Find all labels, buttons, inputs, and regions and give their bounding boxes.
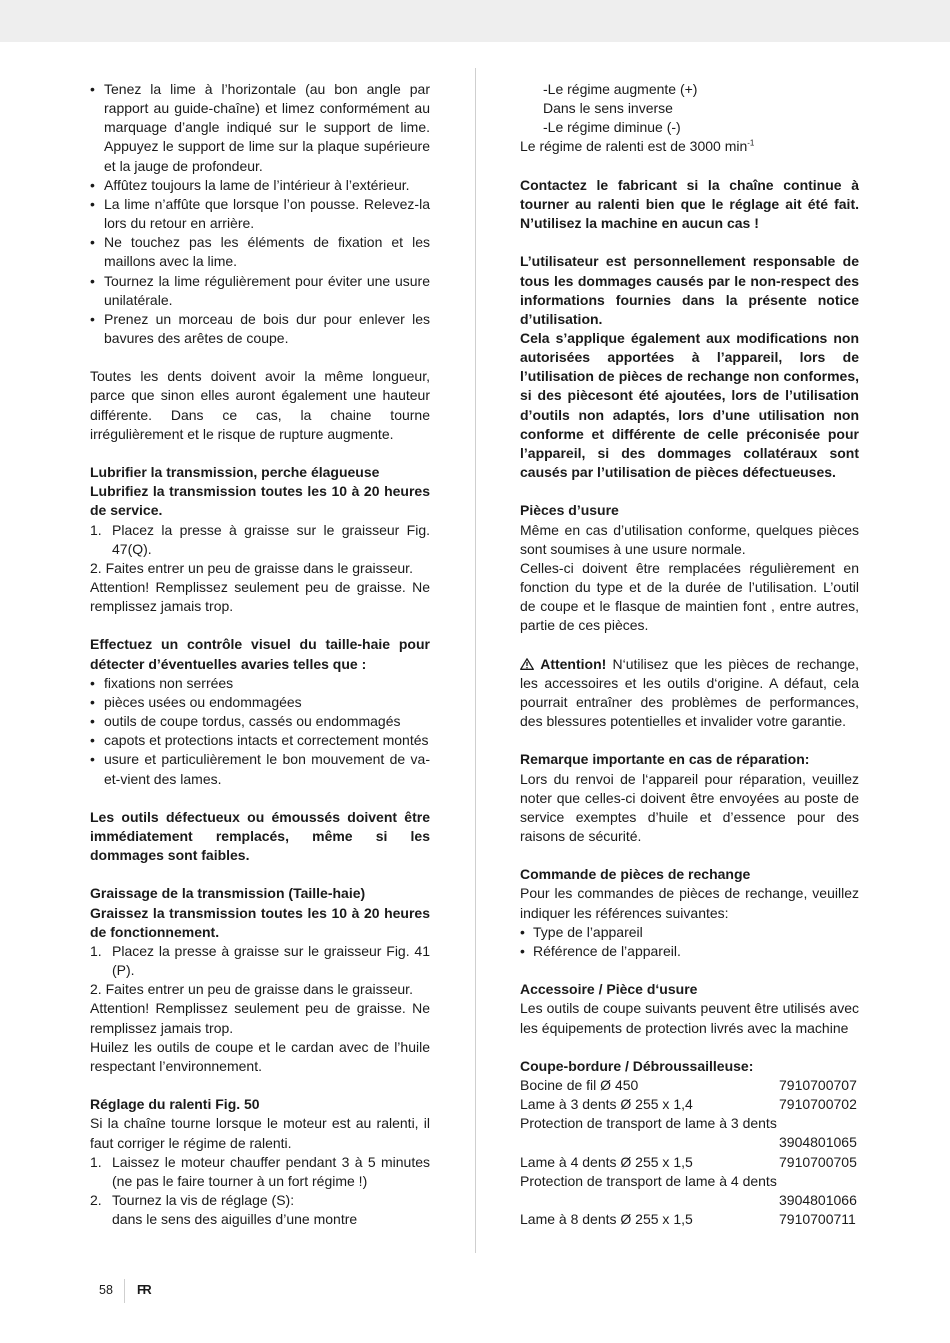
list-item: • pièces usées ou endommagées [90,693,430,712]
step-text: Laissez le moteur chauffer pendant 3 à 5 minutes (ne pas le faire tourner à un fort régime !) [112,1153,430,1189]
step-2: 2. Faites entrer un peu de graisse dans le graisseur. [90,981,413,998]
list-item: • Tournez la lime régulièrement pour éviter une usure unilatérale. [90,272,430,310]
section-heading-order-parts: Commande de pièces de rechange [520,866,751,883]
section-heading-lubricate-pole: Lubrifier la transmission, perche élagueuse [90,464,380,481]
section-heading-accessories: Accessoire / Pièce d‘usure [520,981,698,998]
part-name: Protection de transport de lame à 4 dents [520,1172,777,1189]
attention-notice [520,655,859,732]
step-text: Placez la presse à graisse sur le graisseur Fig. 41 (P). [112,942,430,979]
wear-parts-text: Celles-ci doivent être remplacées régulièrement en fonction du type et de la durée de l’utilisation. L’outil de coupe et le flasque de maintien font , entre autres, partie de ces pièces. [520,559,859,634]
step-text-line: Tournez la vis de réglage (S): [112,1191,295,1208]
teeth-paragraph: Toutes les dents doivent avoir la même longueur, parce que sinon elles auront également une hauteur différente. Dans ce cas, la chaine tourne irrégulièrement et le risque de rupture augmente. [90,368,430,442]
idle-speed-value: Le régime de ralenti est de 3000 $\min^{-1}$ [520,138,755,155]
oil-instruction: Huilez les outils de coupe et le cardan avec de l’huile respectant l’environnement. [90,1038,430,1074]
grease-warning: Attention! Remplissez seulement peu de graisse. Ne remplissez jamais trop. [90,579,430,615]
part-row [520,1210,859,1229]
step-1 [90,942,430,980]
step-2 [90,1191,430,1229]
grease-warning: Attention! Remplissez seulement peu de graisse. Ne remplissez jamais trop. [90,1000,430,1036]
step-number: 1. [90,521,102,538]
contact-manufacturer-notice: Contactez le fabricant si la chaîne continue à tourner au ralenti bien que le réglage ait été fait. N’utilisez la machine en aucun cas ! [520,176,859,232]
reverse-direction: Dans le sens inverse [543,100,673,117]
part-code: 7910700711 [779,1211,856,1228]
grease-interval: Graissez la transmission toutes les 10 à 20 heures de fonctionnement. [90,904,430,940]
column-divider [475,68,476,1253]
list-item: • La lime n’affûte que lorsque l’on pousse. Relevez-la lors du retour en arrière. [90,195,430,233]
responsibility-details: Cela s’applique également aux modifications non autorisées apportées à l’appareil, lors de l’utilisation de pièces de rechange non conformes, si des piècesont été ajoutées, lors de l’utilisation d’outils non adaptés, lors d’une utilisation non conforme et différente de celle préconisée pour l’appareil, si des dommages collatéraux sont causés par l’utilisation de pièces défectueuses. [520,330,859,481]
parts-list-heading: Coupe-bordure / Débroussailleuse: [520,1057,754,1074]
left-column [90,80,430,1229]
list-item: • Type de l’appareil [520,923,859,942]
attention-label: Attention! [540,655,607,672]
list-item: • Ne touchez pas les éléments de fixation et les maillons avec la lime. [90,233,430,271]
page-number: 58 [99,1283,113,1297]
part-code: 7910700702 [779,1096,857,1113]
language-code: FR [137,1283,150,1297]
rpm-increase: -Le régime augmente (+) [543,81,698,97]
list-item: • Prenez un morceau de bois dur pour enlever les bavures des arêtes de coupe. [90,310,430,348]
wear-parts-text: Même en cas d’utilisation conforme, quelques pièces sont soumises à une usure normale. [520,521,859,557]
list-item: • Affûtez toujours la lame de l’intérieur à l’extérieur. [90,176,430,195]
step-text [112,1191,430,1229]
list-item: • outils de coupe tordus, cassés ou endommagés [90,712,430,731]
order-list [520,923,859,961]
warning-icon [520,658,534,670]
step-number: 1. [90,1153,102,1170]
repair-text: Lors du renvoi de l‘appareil pour réparation, veuillez noter que celles-ci doivent être envoyées au poste de service exemptes d’huile et d’essence pour des raisons de sécurité. [520,770,859,845]
step-text: Placez la presse à graisse sur le graisseur Fig. 47(Q). [112,521,430,557]
right-column [520,80,859,1229]
step-number: 2. [90,1191,102,1208]
part-name: Lame à 8 dents Ø 255 x 1,5 [520,1211,693,1228]
part-code: 3904801065 [779,1134,857,1151]
part-code: 3904801066 [779,1191,857,1208]
part-name: Lame à 3 dents Ø 255 x 1,4 [520,1096,693,1113]
section-heading-repair: Remarque importante en cas de réparation: [520,751,810,768]
accessories-text: Les outils de coupe suivants peuvent être utilisés avec les équipements de protection livrés avec la machine [520,1000,859,1036]
step-1 [90,1153,430,1191]
lubricate-interval: Lubrifiez la transmission toutes les 10 à 20 heures de service. [90,483,430,519]
step-1 [90,521,430,559]
part-row [520,1133,859,1152]
list-item: • capots et protections intacts et correctement montés [90,731,430,750]
section-heading-wear-parts: Pièces d’usure [520,502,619,519]
damage-list [90,674,430,789]
section-heading-idle: Réglage du ralenti Fig. 50 [90,1096,260,1113]
list-item: • fixations non serrées [90,674,430,693]
attention-text: N‘utilisez que les pièces de rechange, les accessoires et les outils d‘origine. A défaut, cela pourrait entraîner des problèmes de performances, des blessures potentielles et invalider votre garantie. [520,655,860,730]
list-item: • Tenez la lime à l’horizontale (au bon angle par rapport au guide-chaîne) et limez conformément au marquage d’angle indiqué sur le support de lime. Appuyez le support de lime sur la plaque supérieure et la jauge de profondeur. [90,80,430,176]
responsibility-notice: L’utilisateur est personnellement responsable de tous les dommages causés par le non-respect des informations fournies dans la présente notice d’utilisation. [520,253,859,327]
top-bar [0,0,950,42]
visual-check-heading: Effectuez un contrôle visuel du taille-haie pour détecter d’éventuelles avaries telles que : [90,636,430,672]
part-name: Lame à 4 dents Ø 255 x 1,5 [520,1153,693,1170]
step-number: 1. [90,942,102,959]
defective-tools-notice: Les outils défectueux ou émoussés doivent être immédiatement remplacés, même si les dommages sont faibles. [90,808,430,864]
part-row [520,1191,859,1210]
idle-intro: Si la chaîne tourne lorsque le moteur est au ralenti, il faut corriger le régime de ralenti. [90,1115,430,1151]
filing-instructions-list [90,80,430,348]
section-heading-lubricate-hedge: Graissage de la transmission (Taille-haie) [90,885,366,902]
step-text-line: dans le sens des aiguilles d’une montre [112,1211,358,1228]
list-item: • usure et particulièrement le bon mouvement de va-et-vient des lames. [90,750,430,788]
list-item: • Référence de l’appareil. [520,942,859,961]
rpm-decrease: -Le régime diminue (-) [543,119,681,136]
footer-divider [124,1279,125,1303]
part-name: Bocine de fil Ø 450 [520,1077,639,1093]
part-code: 7910700707 [779,1077,857,1093]
part-name: Protection de transport de lame à 3 dents [520,1115,777,1132]
part-row [520,1153,859,1172]
part-code: 7910700705 [779,1153,857,1170]
order-text: Pour les commandes de pièces de rechange, veuillez indiquer les références suivantes: [520,885,859,921]
step-2: 2. Faites entrer un peu de graisse dans le graisseur. [90,559,413,576]
part-row [520,1095,859,1114]
part-row [520,1076,859,1095]
